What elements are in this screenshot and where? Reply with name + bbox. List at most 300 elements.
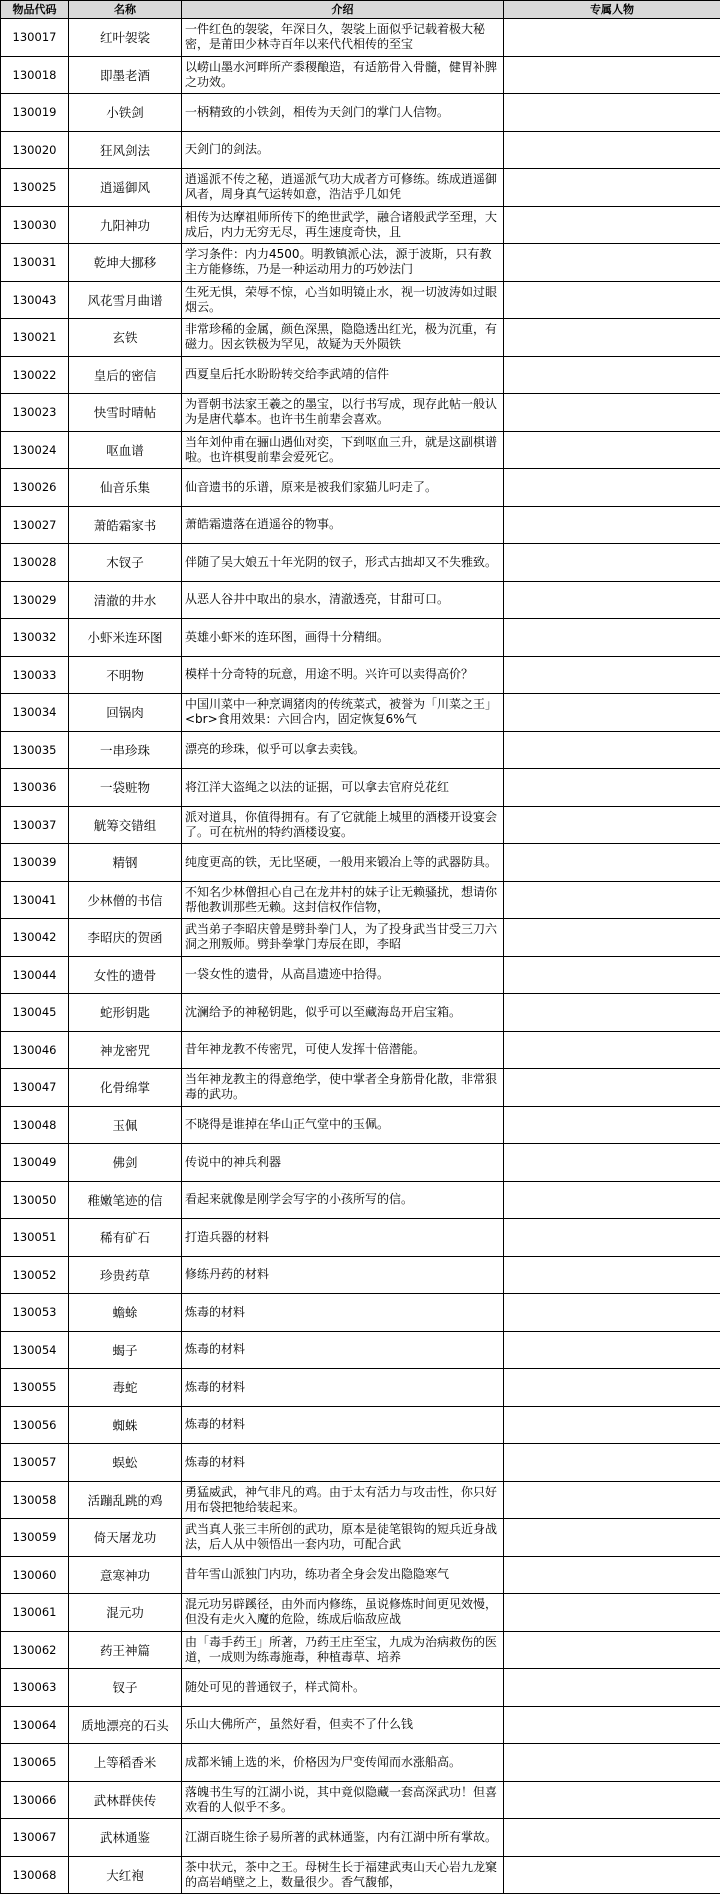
item-code-cell[interactable]: 130047 [1,1069,69,1107]
item-desc-text: 不知名少林僧担心自己在龙井村的妹子让无赖骚扰，想请你帮他教训那些无赖。这封信权作信物， [182,885,503,915]
item-name-cell[interactable]: 一袋赃物 [69,769,182,807]
item-desc-text: 以崂山墨水河畔所产黍稷酿造，有适筋骨入骨髓，健胃补脾之功效。 [182,60,503,90]
item-desc-cell[interactable] [182,1106,504,1144]
item-name-cell[interactable]: 即墨老酒 [69,56,182,94]
item-owner-cell[interactable] [504,469,720,507]
item-code-cell[interactable]: 130035 [1,731,69,769]
item-name-cell[interactable]: 清澈的井水 [69,581,182,619]
item-desc-text: 打造兵器的材料 [182,1230,503,1245]
item-code-cell[interactable]: 130054 [1,1331,69,1369]
table-row [1,469,720,507]
item-code-cell[interactable]: 130034 [1,694,69,732]
item-code-cell[interactable]: 130048 [1,1106,69,1144]
item-owner-cell[interactable] [504,1144,720,1182]
item-desc-cell[interactable] [182,581,504,619]
item-desc-cell[interactable] [182,1331,504,1369]
item-owner-cell[interactable] [504,619,720,657]
table-row [1,1219,720,1257]
table-row [1,281,720,319]
item-desc-cell[interactable] [182,1444,504,1482]
item-owner-cell[interactable] [504,1069,720,1107]
item-name-cell[interactable]: 一串珍珠 [69,731,182,769]
item-code-cell[interactable]: 130027 [1,506,69,544]
table-row [1,656,720,694]
item-desc-cell[interactable] [182,544,504,582]
item-code-cell[interactable]: 130039 [1,844,69,882]
item-code-cell[interactable]: 130043 [1,281,69,319]
table-row [1,1031,720,1069]
item-desc-text: 萧皓霜遗落在逍遥谷的物事。 [182,517,503,532]
item-desc-cell[interactable] [182,806,504,844]
item-owner-cell[interactable] [504,1294,720,1332]
item-owner-cell[interactable] [504,1819,720,1857]
item-desc-cell[interactable] [182,919,504,957]
item-desc-text: 炼毒的材料 [182,1417,503,1432]
item-code-cell[interactable]: 130051 [1,1219,69,1257]
item-name-cell[interactable]: 稀有矿石 [69,1219,182,1257]
item-desc-cell[interactable] [182,469,504,507]
item-desc-text: 漂亮的珍珠，似乎可以拿去卖钱。 [182,742,503,757]
item-desc-cell[interactable] [182,1406,504,1444]
item-code-cell[interactable]: 130061 [1,1594,69,1632]
item-owner-cell[interactable] [504,1369,720,1407]
item-code-cell[interactable]: 130021 [1,319,69,357]
item-desc-text: 中国川菜中一种烹调猪肉的传统菜式，被誉为「川菜之王」<br>食用效果：六回合内，固定恢复6%气 [182,697,503,727]
item-owner-cell[interactable] [504,1744,720,1782]
item-name-cell[interactable]: 乾坤大挪移 [69,244,182,282]
table-row [1,1706,720,1744]
item-desc-cell[interactable] [182,1669,504,1707]
item-owner-cell[interactable] [504,56,720,94]
item-code-cell[interactable]: 130029 [1,581,69,619]
item-name-cell[interactable]: 玉佩 [69,1106,182,1144]
item-owner-cell[interactable] [504,1781,720,1819]
table-row [1,544,720,582]
item-owner-cell[interactable] [504,1556,720,1594]
item-desc-text: 成都米铺上选的米，价格因为尸变传闻而水涨船高。 [182,1755,503,1770]
item-owner-cell[interactable] [504,1406,720,1444]
item-desc-text: 乐山大佛所产，虽然好看，但卖不了什么钱 [182,1717,503,1732]
item-desc-text: 西夏皇后托水盼盼转交给李武靖的信件 [182,367,503,382]
item-owner-cell[interactable] [504,319,720,357]
item-code-cell[interactable]: 130018 [1,56,69,94]
item-owner-cell[interactable] [504,956,720,994]
item-name-cell[interactable]: 精钢 [69,844,182,882]
item-code-cell[interactable]: 130059 [1,1519,69,1557]
item-desc-cell[interactable] [182,506,504,544]
item-name-cell[interactable]: 蜈蚣 [69,1444,182,1482]
item-desc-text: 一袋女性的遗骨，从高昌遗迹中拾得。 [182,967,503,982]
item-name-cell[interactable]: 化骨绵掌 [69,1069,182,1107]
item-owner-cell[interactable] [504,1706,720,1744]
item-name-cell[interactable]: 蜘蛛 [69,1406,182,1444]
table-row [1,356,720,394]
table-body [1,19,720,1894]
item-desc-cell[interactable] [182,56,504,94]
item-owner-cell[interactable] [504,19,720,57]
item-desc-cell[interactable] [182,1856,504,1894]
item-desc-text: 天剑门的剑法。 [182,142,503,157]
item-owner-cell[interactable] [504,281,720,319]
item-owner-cell[interactable] [504,919,720,957]
item-code-cell[interactable]: 130052 [1,1256,69,1294]
item-owner-cell[interactable] [504,1594,720,1632]
item-desc-text: 纯度更高的铁，无比坚硬，一般用来锻冶上等的武器防具。 [182,855,503,870]
item-name-cell[interactable]: 风花雪月曲谱 [69,281,182,319]
item-name-cell[interactable]: 佛剑 [69,1144,182,1182]
item-code-cell[interactable]: 130017 [1,19,69,57]
item-desc-text: 学习条件：内力4500。明教镇派心法，源于波斯，只有教主方能修练，乃是一种运动用力的巧妙法门 [182,247,503,277]
item-code-cell[interactable]: 130060 [1,1556,69,1594]
item-desc-text: 当年刘仲甫在骊山遇仙对奕，下到呕血三升，就是这副棋谱啦。也许棋叟前辈会爱死它。 [182,435,503,465]
table-row [1,806,720,844]
item-code-cell[interactable]: 130037 [1,806,69,844]
table-row [1,581,720,619]
item-desc-cell[interactable] [182,1519,504,1557]
table-row [1,1331,720,1369]
header-owner[interactable]: 专属人物 [504,1,720,19]
table-row [1,1556,720,1594]
item-owner-cell[interactable] [504,131,720,169]
item-code-cell[interactable]: 130028 [1,544,69,582]
item-code-cell[interactable]: 130053 [1,1294,69,1332]
item-desc-cell[interactable] [182,1819,504,1857]
table-row [1,1106,720,1144]
item-name-cell[interactable]: 珍贵药草 [69,1256,182,1294]
item-owner-cell[interactable] [504,356,720,394]
item-name-cell[interactable]: 逍遥御风 [69,169,182,207]
item-owner-cell[interactable] [504,1856,720,1894]
item-desc-text: 模样十分奇特的玩意，用途不明。兴许可以卖得高价？ [182,667,503,682]
item-desc-cell[interactable] [182,1481,504,1519]
item-name-cell[interactable]: 女性的遗骨 [69,956,182,994]
item-desc-cell[interactable] [182,1781,504,1819]
item-name-cell[interactable]: 快雪时晴帖 [69,394,182,432]
item-owner-cell[interactable] [504,1181,720,1219]
item-name-cell[interactable]: 觥筹交错组 [69,806,182,844]
item-desc-cell[interactable] [182,206,504,244]
item-name-cell[interactable]: 李昭庆的贺函 [69,919,182,957]
item-name-cell[interactable]: 少林僧的书信 [69,881,182,919]
item-owner-cell[interactable] [504,1669,720,1707]
item-owner-cell[interactable] [504,169,720,207]
item-desc-text: 江湖百晓生徐子易所著的武林通鉴，内有江湖中所有掌故。 [182,1830,503,1845]
item-owner-cell[interactable] [504,881,720,919]
item-desc-text: 非常珍稀的金属，颜色深黑，隐隐透出红光，极为沉重，有磁力。因玄铁极为罕见，故疑为天外陨铁 [182,322,503,352]
item-desc-cell[interactable] [182,1031,504,1069]
item-code-cell[interactable]: 130050 [1,1181,69,1219]
item-desc-cell[interactable] [182,1594,504,1632]
item-code-cell[interactable]: 130026 [1,469,69,507]
table-row [1,244,720,282]
item-code-cell[interactable]: 130057 [1,1444,69,1482]
item-owner-cell[interactable] [504,731,720,769]
item-desc-text: 生死无惧，荣辱不惊，心当如明镜止水，视一切波涛如过眼烟云。 [182,285,503,315]
table-row [1,1181,720,1219]
item-owner-cell[interactable] [504,1519,720,1557]
item-desc-text: 炼毒的材料 [182,1305,503,1320]
item-code-cell[interactable]: 130032 [1,619,69,657]
item-desc-text: 修练丹药的材料 [182,1267,503,1282]
item-desc-text: 一件红色的袈裟，年深日久，袈裟上面似乎记载着极大秘密，是莆田少林寺百年以来代代相传的至宝 [182,22,503,52]
item-code-cell[interactable]: 130020 [1,131,69,169]
item-desc-cell[interactable] [182,1631,504,1669]
item-desc-cell[interactable] [182,1294,504,1332]
item-desc-text: 为晋朝书法家王羲之的墨宝，以行书写成，现存此帖一般认为是唐代摹本。也许书生前辈会喜欢。 [182,397,503,427]
item-name-cell[interactable]: 蝎子 [69,1331,182,1369]
item-desc-cell[interactable] [182,1744,504,1782]
table-row [1,1631,720,1669]
item-name-cell[interactable]: 蟾蜍 [69,1294,182,1332]
item-owner-cell[interactable] [504,1106,720,1144]
item-name-cell[interactable]: 药王神篇 [69,1631,182,1669]
table-row [1,919,720,957]
item-name-cell[interactable]: 倚天屠龙功 [69,1519,182,1557]
table-row [1,1519,720,1557]
item-desc-cell[interactable] [182,844,504,882]
header-code[interactable]: 物品代码 [1,1,69,19]
table-row [1,506,720,544]
item-owner-cell[interactable] [504,994,720,1032]
item-desc-cell[interactable] [182,394,504,432]
table-row [1,1369,720,1407]
item-name-cell[interactable]: 毒蛇 [69,1369,182,1407]
item-desc-text: 炼毒的材料 [182,1342,503,1357]
item-name-cell[interactable]: 稚嫩笔迹的信 [69,1181,182,1219]
item-desc-cell[interactable] [182,19,504,57]
item-owner-cell[interactable] [504,431,720,469]
item-owner-cell[interactable] [504,1256,720,1294]
item-name-cell[interactable]: 狂风剑法 [69,131,182,169]
table-row [1,1144,720,1182]
item-desc-cell[interactable] [182,131,504,169]
item-desc-cell[interactable] [182,769,504,807]
item-owner-cell[interactable] [504,544,720,582]
table-row [1,56,720,94]
table-row [1,1819,720,1857]
table-row [1,19,720,57]
item-code-cell[interactable]: 130025 [1,169,69,207]
item-desc-cell[interactable] [182,319,504,357]
item-name-cell[interactable]: 活蹦乱跳的鸡 [69,1481,182,1519]
item-code-cell[interactable]: 130041 [1,881,69,919]
item-code-cell[interactable]: 130067 [1,1819,69,1857]
item-owner-cell[interactable] [504,656,720,694]
item-owner-cell[interactable] [504,1219,720,1257]
item-name-cell[interactable]: 混元功 [69,1594,182,1632]
item-owner-cell[interactable] [504,694,720,732]
item-code-cell[interactable]: 130045 [1,994,69,1032]
item-code-cell[interactable]: 130024 [1,431,69,469]
item-desc-cell[interactable] [182,994,504,1032]
item-desc-text: 炼毒的材料 [182,1455,503,1470]
item-desc-cell[interactable] [182,881,504,919]
item-name-cell[interactable]: 萧皓霜家书 [69,506,182,544]
item-code-cell[interactable]: 130049 [1,1144,69,1182]
item-name-cell[interactable]: 木钗子 [69,544,182,582]
table-row [1,956,720,994]
item-desc-cell[interactable] [182,94,504,132]
table-row [1,1856,720,1894]
item-desc-text: 昔年雪山派独门内功，练功者全身会发出隐隐寒气 [182,1567,503,1582]
table-row [1,94,720,132]
item-desc-cell[interactable] [182,656,504,694]
item-desc-text: 混元功另辟蹊径，由外而内修练，虽说修炼时间更见效慢，但没有走火入魔的危险，练成后临敌应战 [182,1597,503,1627]
table-row [1,1444,720,1482]
item-code-cell[interactable]: 130058 [1,1481,69,1519]
item-desc-text: 由「毒手药王」所著，乃药王庄至宝，九成为治病救伤的医道，一成则为练毒施毒，种植毒草、培养 [182,1635,503,1665]
item-desc-cell[interactable] [182,431,504,469]
item-owner-cell[interactable] [504,806,720,844]
item-desc-cell[interactable] [182,1706,504,1744]
item-name-cell[interactable]: 神龙密咒 [69,1031,182,1069]
item-code-cell[interactable]: 130066 [1,1781,69,1819]
item-code-cell[interactable]: 130033 [1,656,69,694]
table-row [1,1481,720,1519]
item-name-cell[interactable]: 仙音乐集 [69,469,182,507]
item-desc-cell[interactable] [182,1144,504,1182]
item-desc-cell[interactable] [182,1181,504,1219]
item-owner-cell[interactable] [504,1331,720,1369]
item-desc-cell[interactable] [182,169,504,207]
item-code-cell[interactable]: 130019 [1,94,69,132]
table-row [1,1594,720,1632]
item-desc-cell[interactable] [182,694,504,732]
table-row [1,1781,720,1819]
table-row [1,881,720,919]
item-desc-cell[interactable] [182,619,504,657]
header-row [1,1,720,19]
item-desc-cell[interactable] [182,1256,504,1294]
item-name-cell[interactable]: 红叶袈裟 [69,19,182,57]
item-desc-text: 沈澜给予的神秘钥匙，似乎可以至藏海岛开启宝箱。 [182,1005,503,1020]
item-code-cell[interactable]: 130030 [1,206,69,244]
item-name-cell[interactable]: 大红袍 [69,1856,182,1894]
item-owner-cell[interactable] [504,1031,720,1069]
item-owner-cell[interactable] [504,394,720,432]
header-desc[interactable]: 介绍 [182,1,504,19]
header-name[interactable]: 名称 [69,1,182,19]
item-desc-cell[interactable] [182,356,504,394]
item-desc-cell[interactable] [182,731,504,769]
item-name-cell[interactable]: 蛇形钥匙 [69,994,182,1032]
item-desc-text: 将江洋大盗绳之以法的证据，可以拿去官府兑花红 [182,780,503,795]
item-desc-text: 从恶人谷井中取出的泉水，清澈透亮，甘甜可口。 [182,592,503,607]
item-desc-text: 落魄书生写的江湖小说，其中竟似隐藏一套高深武功！但喜欢看的人似乎不多。 [182,1785,503,1815]
item-name-cell[interactable]: 小铁剑 [69,94,182,132]
item-owner-cell[interactable] [504,1444,720,1482]
item-desc-cell[interactable] [182,1219,504,1257]
item-code-cell[interactable]: 130055 [1,1369,69,1407]
item-name-cell[interactable]: 上等稻香米 [69,1744,182,1782]
item-owner-cell[interactable] [504,844,720,882]
item-code-cell[interactable]: 130063 [1,1669,69,1707]
table-row [1,694,720,732]
item-code-cell[interactable]: 130056 [1,1406,69,1444]
item-name-cell[interactable]: 九阳神功 [69,206,182,244]
table-row [1,1744,720,1782]
table-row [1,844,720,882]
item-name-cell[interactable]: 武林通鉴 [69,1819,182,1857]
item-desc-text: 昔年神龙教不传密咒，可使人发挥十倍潜能。 [182,1042,503,1057]
item-desc-cell[interactable] [182,1069,504,1107]
item-owner-cell[interactable] [504,769,720,807]
item-code-cell[interactable]: 130042 [1,919,69,957]
table-row [1,1256,720,1294]
item-desc-text: 不晓得是谁掉在华山正气堂中的玉佩。 [182,1117,503,1132]
table-row [1,994,720,1032]
item-name-cell[interactable]: 武林群侠传 [69,1781,182,1819]
table-row [1,769,720,807]
item-code-cell[interactable]: 130022 [1,356,69,394]
item-desc-text: 茶中状元，茶中之王。母树生长于福建武夷山天心岩九龙窠的高岩峭壁之上，数量很少。香气馥郁， [182,1860,503,1890]
item-desc-text: 一柄精致的小铁剑，相传为天剑门的掌门人信物。 [182,105,503,120]
item-desc-text: 武当真人张三丰所创的武功，原本是徒笔银钩的短兵近身战法，后人从中领悟出一套内功，可配合武 [182,1522,503,1552]
item-name-cell[interactable]: 回锅肉 [69,694,182,732]
item-name-cell[interactable]: 呕血谱 [69,431,182,469]
item-desc-cell[interactable] [182,956,504,994]
item-code-cell[interactable]: 130064 [1,1706,69,1744]
item-desc-cell[interactable] [182,281,504,319]
item-name-cell[interactable]: 玄铁 [69,319,182,357]
item-owner-cell[interactable] [504,1631,720,1669]
table-row [1,1294,720,1332]
item-code-cell[interactable]: 130036 [1,769,69,807]
item-desc-text: 炼毒的材料 [182,1380,503,1395]
item-desc-text: 派对道具，你值得拥有。有了它就能上城里的酒楼开设宴会了。可在杭州的特约酒楼设宴。 [182,810,503,840]
table-row [1,131,720,169]
item-code-cell[interactable]: 130044 [1,956,69,994]
item-desc-text: 随处可见的普通钗子，样式简朴。 [182,1680,503,1695]
item-owner-cell[interactable] [504,506,720,544]
item-code-cell[interactable]: 130031 [1,244,69,282]
item-name-cell[interactable]: 皇后的密信 [69,356,182,394]
item-code-cell[interactable]: 130023 [1,394,69,432]
item-desc-text: 逍遥派不传之秘，逍遥派气功大成者方可修练。练成逍遥御风者，周身真气运转如意，浩洁乎几如凭 [182,172,503,202]
item-desc-text: 看起来就像是刚学会写字的小孩所写的信。 [182,1192,503,1207]
item-name-cell[interactable]: 意寒神功 [69,1556,182,1594]
item-owner-cell[interactable] [504,94,720,132]
item-desc-cell[interactable] [182,1369,504,1407]
item-code-cell[interactable]: 130046 [1,1031,69,1069]
item-desc-cell[interactable] [182,1556,504,1594]
item-name-cell[interactable]: 质地漂亮的石头 [69,1706,182,1744]
item-desc-text: 英雄小虾米的连环图，画得十分精细。 [182,630,503,645]
item-name-cell[interactable]: 不明物 [69,656,182,694]
table-row [1,169,720,207]
item-code-cell[interactable]: 130068 [1,1856,69,1894]
item-desc-text: 勇猛威武，神气非凡的鸡。由于太有活力与攻击性，你只好用布袋把牠给装起来。 [182,1485,503,1515]
item-desc-cell[interactable] [182,244,504,282]
table-row [1,1669,720,1707]
item-name-cell[interactable]: 小虾米连环图 [69,619,182,657]
item-owner-cell[interactable] [504,581,720,619]
item-desc-text: 仙音遗书的乐谱，原来是被我们家猫儿叼走了。 [182,480,503,495]
table-row [1,619,720,657]
table-row [1,1406,720,1444]
item-code-cell[interactable]: 130065 [1,1744,69,1782]
item-desc-text: 武当弟子李昭庆曾是劈卦拳门人，为了投身武当甘受三刀六洞之刑叛师。劈卦拳掌门寿辰在即，李昭 [182,922,503,952]
item-owner-cell[interactable] [504,1481,720,1519]
item-name-cell[interactable]: 钗子 [69,1669,182,1707]
table-row [1,319,720,357]
table-row [1,394,720,432]
item-owner-cell[interactable] [504,244,720,282]
item-owner-cell[interactable] [504,206,720,244]
table-row [1,1069,720,1107]
item-desc-text: 相传为达摩祖师所传下的绝世武学，融合诸般武学至理，大成后，内力无穷无尽，再生速度奇快，且 [182,210,503,240]
item-code-cell[interactable]: 130062 [1,1631,69,1669]
